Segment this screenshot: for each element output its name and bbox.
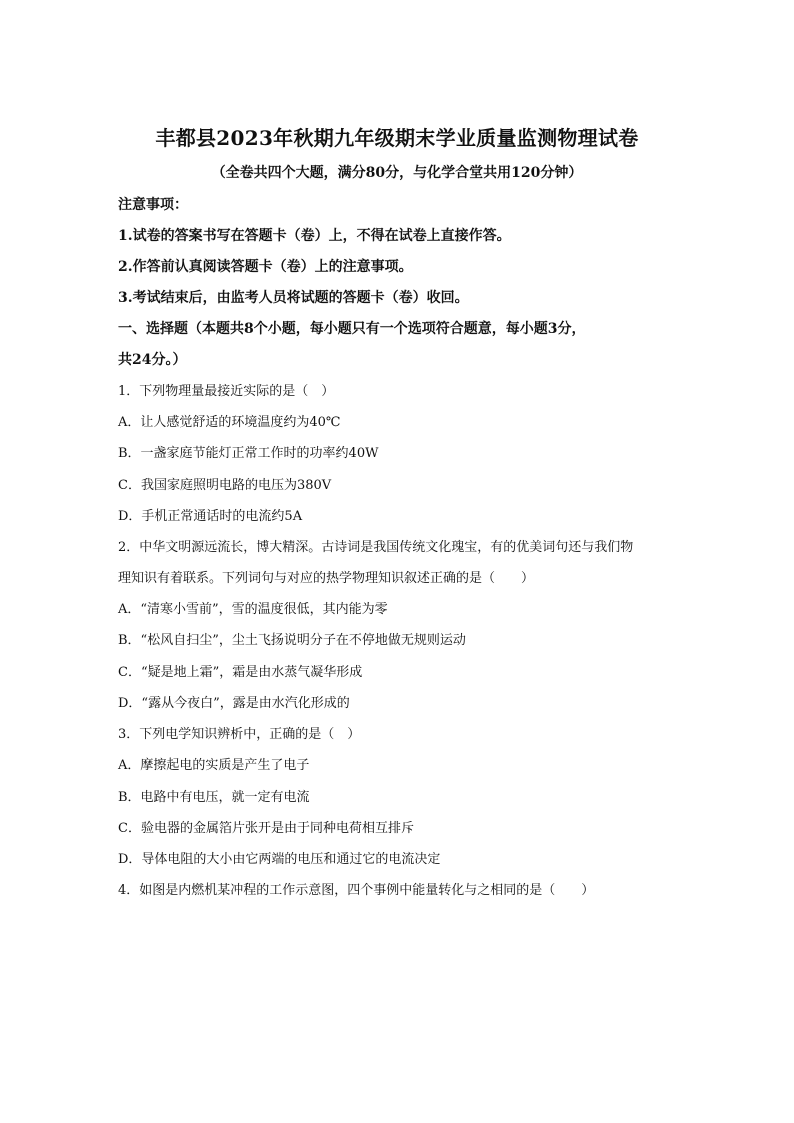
option-item: D．“露从今夜白”，露是由水汽化形成的: [118, 696, 350, 711]
option-item: A．让人感觉舒适的环境温度约为40℃: [118, 415, 341, 430]
exam-subtitle: （全卷共四个大题，满分80分，与化学合堂共用120分钟）: [211, 165, 583, 181]
section-heading-continued: 共24分。）: [118, 352, 187, 368]
option-item: C．验电器的金属箔片张开是由于同种电荷相互排斥: [118, 821, 414, 836]
question-stem-continued: 理知识有着联系。下列词句与对应的热学物理知识叙述正确的是（ ）: [118, 571, 535, 586]
option-item: D．手机正常通话时的电流约5A: [118, 509, 303, 524]
option-item: C．我国家庭照明电路的电压为380V: [118, 478, 332, 493]
question-stem: 1．下列物理量最接近实际的是（ ）: [118, 384, 335, 399]
option-item: B．一盏家庭节能灯正常工作时的功率约40W: [118, 446, 379, 461]
section-heading: 一、选择题（本题共8个小题，每小题只有一个选项符合题意，每小题3分，: [118, 321, 586, 337]
notice-heading: 注意事项：: [118, 197, 188, 213]
option-item: B．“松风自扫尘”，尘土飞扬说明分子在不停地做无规则运动: [118, 633, 466, 648]
exam-title: 丰都县2023年秋期九年级期末学业质量监测物理试卷: [155, 126, 639, 150]
notice-item: 2.作答前认真阅读答题卡（卷）上的注意事项。: [118, 259, 413, 275]
option-item: B．电路中有电压，就一定有电流: [118, 790, 310, 805]
notice-item: 1.试卷的答案书写在答题卡（卷）上，不得在试卷上直接作答。: [118, 228, 511, 244]
question-stem: 2．中华文明源远流长，博大精深。古诗词是我国传统文化瑰宝，有的优美词句还与我们物: [118, 540, 634, 555]
option-item: D．导体电阻的大小由它两端的电压和通过它的电流决定: [118, 852, 441, 867]
option-item: A．“清寒小雪前”，雪的温度很低，其内能为零: [118, 602, 388, 617]
option-item: C．“疑是地上霜”，霜是由水蒸气凝华形成: [118, 665, 363, 680]
option-item: A．摩擦起电的实质是产生了电子: [118, 758, 310, 773]
question-stem: 3．下列电学知识辨析中，正确的是（ ）: [118, 727, 361, 742]
question-stem: 4．如图是内燃机某冲程的工作示意图，四个事例中能量转化与之相同的是（ ）: [118, 883, 595, 898]
notice-item: 3.考试结束后，由监考人员将试题的答题卡（卷）收回。: [118, 290, 469, 306]
